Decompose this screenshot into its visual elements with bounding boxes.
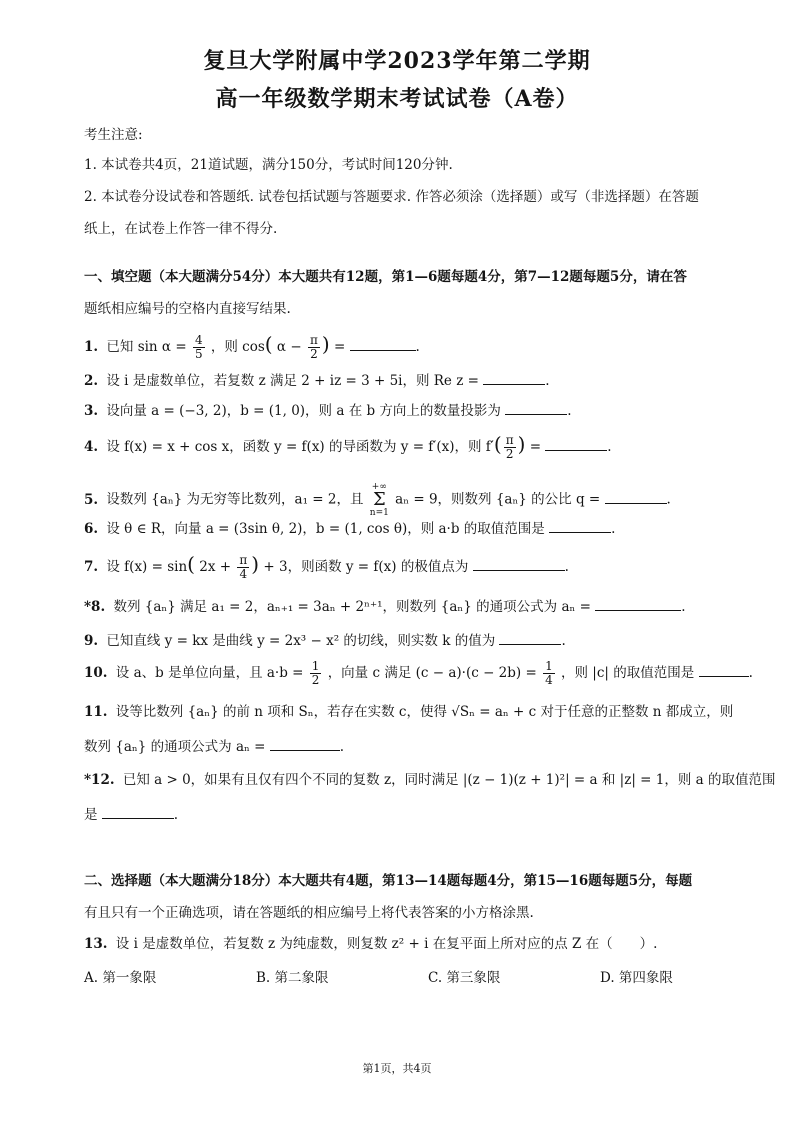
fraction: $\frac{4}{5}$: [194, 333, 203, 361]
question-12: *12. 已知 a > 0，如果有且仅有四个不同的复数 z，同时满足 |(z − 1)(z + 1)²| = a 和 |z| = 1，则 a 的取值范围: [84, 772, 776, 788]
section1-instructions: 题纸相应编号的空格内直接写结果.: [84, 301, 291, 317]
answer-blank[interactable]: [499, 630, 561, 645]
page-footer: 第1页，共4页: [362, 1062, 432, 1075]
question-1: 1. 已知 sin α = $\frac{4}{5}$ ，则 cos( α − $\frac{\pi}{2}$ ) = .: [84, 332, 420, 361]
question-11: 11. 设等比数列 {aₙ} 的前 n 项和 Sₙ，若存在实数 c，使得 √Sₙ = aₙ + c 对于任意的正整数 n 都成立，则: [84, 704, 734, 720]
question-number: 1.: [84, 339, 99, 355]
answer-blank[interactable]: [483, 370, 545, 385]
answer-blank[interactable]: [595, 596, 681, 611]
question-11-cont: 数列 {aₙ} 的通项公式为 aₙ = .: [84, 736, 784, 757]
answer-blank[interactable]: [473, 556, 565, 571]
notice-1: 1. 本试卷共4页，21道试题，满分150分，考试时间120分钟.: [84, 157, 453, 173]
question-8: *8. 数列 {aₙ} 满足 a₁ = 2，aₙ₊₁ = 3aₙ + 2ⁿ⁺¹，则数列 {aₙ} 的通项公式为 aₙ = .: [84, 596, 784, 617]
section1-heading: 一、填空题（本大题满分54分）本大题共有12题，第1—6题每题4分，第7—12题每题5分，请在答: [84, 269, 687, 285]
section2-heading: 二、选择题（本大题满分18分）本大题共有4题，第13—14题每题4分，第15—16题每题5分，每题: [84, 873, 693, 889]
fraction: $\frac{1}{2}$: [311, 659, 320, 687]
fraction: $\frac{1}{4}$: [545, 659, 553, 687]
question-13: 13. 设 i 是虚数单位，若复数 z 为纯虚数，则复数 z² + i 在复平面上所对应的点 Z 在（ ）.: [84, 936, 658, 952]
notice-2: 2. 本试卷分设试卷和答题纸. 试卷包括试题与答题要求. 作答必须涂（选择题）或写（非选择题）在答题: [84, 189, 699, 205]
answer-blank[interactable]: [699, 662, 749, 677]
answer-blank[interactable]: [350, 336, 416, 351]
option-d[interactable]: D. 第四象限: [600, 970, 673, 986]
exam-subtitle: 高一年级数学期末考试试卷（A卷）: [215, 86, 579, 112]
exam-title: 复旦大学附属中学2023学年第二学期: [203, 48, 591, 74]
question-9: 9. 已知直线 y = kx 是曲线 y = 2x³ − x² 的切线，则实数 k 的值为 .: [84, 630, 784, 651]
notice-2-cont: 纸上，在试卷上作答一律不得分.: [84, 221, 278, 237]
question-3: 3. 设向量 a = (−3, 2)，b = (1, 0)，则 a 在 b 方向上的数量投影为 .: [84, 400, 784, 421]
question-4: 4. 设 f(x) = x + cos x，函数 y = f(x) 的导函数为 y = f′(x)，则 f′( $\frac{\pi}{2}$ ) = .: [84, 432, 612, 461]
option-c[interactable]: C. 第三象限: [428, 970, 501, 986]
question-6: 6. 设 θ ∈ R，向量 a = (3sin θ, 2)，b = (1, cos θ)，则 a·b 的取值范围是 .: [84, 518, 784, 539]
answer-blank[interactable]: [102, 804, 174, 819]
section2-instructions: 有且只有一个正确选项，请在答题纸的相应编号上将代表答案的小方格涂黑.: [84, 905, 534, 921]
answer-blank[interactable]: [605, 489, 667, 504]
question-12-cont: 是 .: [84, 804, 784, 825]
answer-blank[interactable]: [545, 436, 607, 451]
question-7: 7. 设 f(x) = sin( 2x + $\frac{\pi}{4}$ ) + 3，则函数 y = f(x) 的极值点为 .: [84, 552, 569, 581]
fraction: $\frac{\pi}{2}$: [309, 333, 318, 361]
option-a[interactable]: A. 第一象限: [84, 970, 157, 986]
notice-heading: 考生注意:: [84, 127, 143, 143]
answer-blank[interactable]: [270, 736, 340, 751]
question-2: 2. 设 i 是虚数单位，若复数 z 满足 2 + iz = 3 + 5i，则 Re z = .: [84, 370, 784, 391]
option-b[interactable]: B. 第二象限: [256, 970, 329, 986]
fraction: $\frac{\pi}{2}$: [505, 433, 514, 461]
question-10: 10. 设 a、b 是单位向量，且 a·b = $\frac{1}{2}$ ，向量 c 满足 (c − a)·(c − 2b) = $\frac{1}{4}$ ，则 |c| 的取值范围是 .: [84, 659, 753, 687]
answer-blank[interactable]: [549, 518, 611, 533]
answer-blank[interactable]: [505, 400, 567, 415]
question-5: 5. 设数列 {aₙ} 为无穷等比数列，a₁ = 2，且 +∞ Σ n=1 aₙ = 9，则数列 {aₙ} 的公比 q = .: [84, 482, 671, 518]
summation: +∞ Σ n=1: [369, 482, 389, 518]
fraction: $\frac{\pi}{4}$: [239, 553, 248, 581]
